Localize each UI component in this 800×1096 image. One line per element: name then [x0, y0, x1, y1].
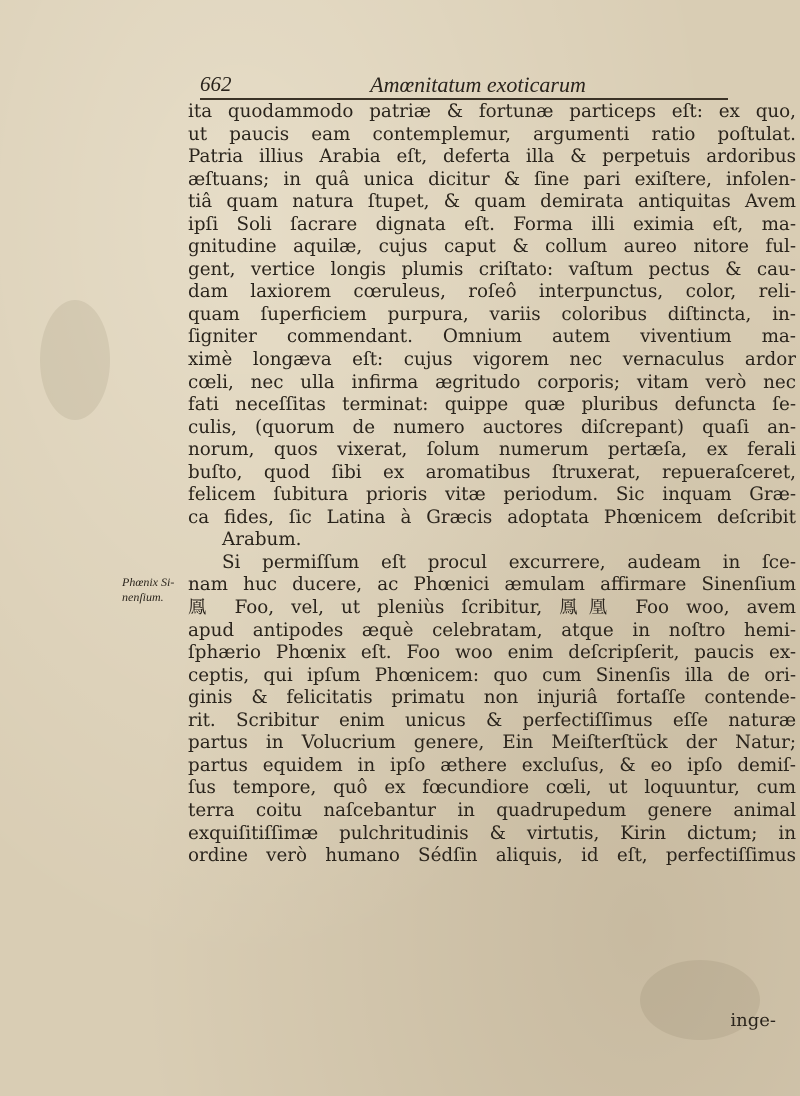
page-header — [200, 72, 720, 98]
text-line: ipſi Soli ſacrare dignata eſt. Forma illi eximia eſt, ma- — [188, 213, 796, 235]
text-line: ximè longæva eſt: cujus vigorem nec vernaculus ardor — [188, 349, 796, 371]
paper-stain — [40, 300, 110, 420]
text-line: ordine verò humano Sédſin aliquis, id eſt, perfectiſſimus — [188, 845, 796, 867]
text-line: terra coitu naſcebantur in quadrupedum genere animal — [188, 799, 796, 821]
text-line: partus equidem in ipſo æthere excluſus, & eo ipſo demiſ- — [188, 754, 796, 776]
text-line: Patria illius Arabia eſt, deferta illa & perpetuis ardoribus — [188, 146, 796, 168]
text-line: norum, quos vixerat, ſolum numerum pertæſa, ex ferali — [188, 439, 796, 461]
text-line: æſtuans; in quâ unica dicitur & ſine pari exiſtere, infolen- — [188, 168, 796, 190]
margin-note-line: Phœnix Si- — [122, 575, 175, 589]
margin-note — [122, 575, 188, 605]
text-line: fati neceſſitas terminat: quippe quæ pluribus defuncta ſe- — [188, 394, 796, 416]
text-line: ita quodammodo patriæ & fortunæ particeps eſt: ex quo, — [188, 101, 796, 122]
text-line: ginis & felicitatis primatu non injuriâ fortaſſe contende- — [188, 687, 796, 709]
text-line: gnitudine aquilæ, cujus caput & collum aureo nitore ful- — [188, 236, 796, 258]
text-line: ſphærio Phœnix eſt. Foo woo enim deſcripſerit, paucis ex- — [188, 642, 796, 664]
text-line: ſigniter commendant. Omnium autem viventium ma- — [188, 326, 796, 348]
text-line: ca fides, ſic Latina à Græcis adoptata Phœnicem deſcribit — [188, 506, 796, 528]
page-number: 662 — [200, 72, 232, 96]
text-line: ceptis, qui ipſum Phœnicem: quo cum Sinenſis illa de ori- — [188, 664, 796, 686]
text-line: 鳳 Foo, vel, ut pleniùs ſcribitur, 鳳凰 Foo woo, avem — [188, 597, 796, 619]
text-line: tiâ quam natura ſtupet, & quam demirata antiquitas Avem — [188, 191, 796, 213]
running-title: Amœnitatum exoticarum — [370, 72, 586, 97]
text-line: ſus tempore, quô ex fœcundiore cœli, ut loquuntur, cum — [188, 777, 796, 799]
text-line: quam ſuperficiem purpura, variis coloribus diſtincta, in- — [188, 303, 796, 325]
text-line: dam laxiorem cœruleus, roſeô interpunctus, color, reli- — [188, 281, 796, 303]
text-line: exquiſitiſſimæ pulchritudinis & virtutis, Kirin dictum; in — [188, 822, 796, 844]
text-line: cœli, nec ulla infirma ægritudo corporis; vitam verò nec — [188, 371, 796, 393]
text-line: Arabum. — [222, 529, 302, 551]
text-line: gent, vertice longis plumis criſtato: vaſtum pectus & cau- — [188, 258, 796, 280]
text-line: rit. Scribitur enim unicus & perfectiſſimus eſſe naturæ — [188, 709, 796, 731]
body-text — [188, 101, 796, 868]
paragraph-start-line: Si permiſſum eſt procul excurrere, audeam in ſce- — [222, 551, 796, 573]
text-line: culis, (quorum de numero auctores diſcrepant) quaſi an- — [188, 416, 796, 438]
text-line: partus in Volucrium genere, Ein Meiſterſtück der Natur; — [188, 732, 796, 754]
text-line: felicem ſubitura prioris vitæ periodum. Sic inquam Græ- — [188, 484, 796, 506]
text-line: ut paucis eam contemplemur, argumenti ratio poſtulat. — [188, 123, 796, 145]
header-rule — [200, 98, 728, 100]
text-line: apud antipodes æquè celebratam, atque in noſtro hemi- — [188, 619, 796, 641]
margin-note-line: nenſium. — [122, 590, 164, 604]
catchword: inge- — [730, 1010, 776, 1031]
text-line: nam huc ducere, ac Phœnici æmulam affirmare Sinenſium — [188, 574, 796, 596]
text-line: buſto, quod ſibi ex aromatibus ſtruxerat, repueraſceret, — [188, 461, 796, 483]
